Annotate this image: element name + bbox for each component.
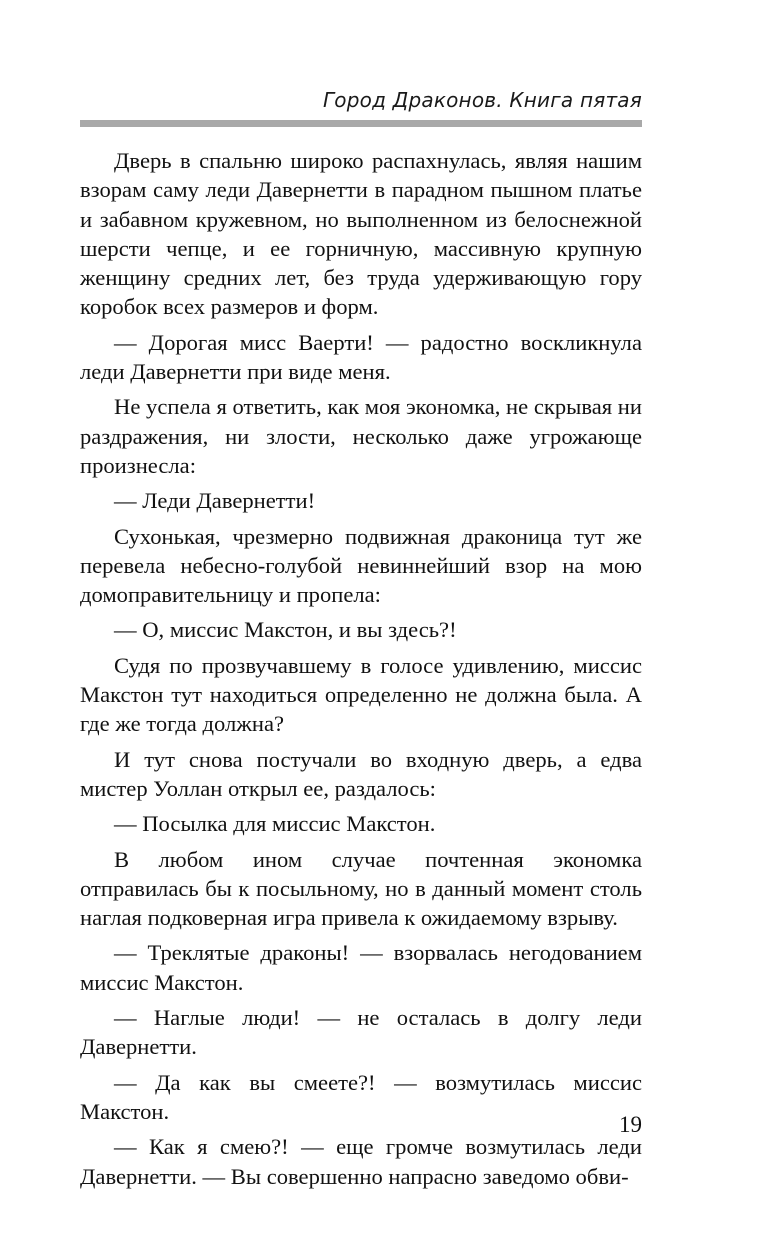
paragraph: В любом ином случае почтенная экономка отправилась бы к посыльному, но в данный момент столь наглая подковерная игра привела к ожидаемому взрыву. xyxy=(80,846,642,931)
page-number: 19 xyxy=(619,1112,642,1137)
paragraph: Сухонькая, чрезмерно подвижная драконица тут же перевела небесно-голубой невиннейший взор на мою домоправительницу и пропела: xyxy=(80,523,642,608)
paragraph: — Леди Давернетти! xyxy=(114,488,316,514)
paragraph: — Посылка для миссис Макстон. xyxy=(114,811,436,837)
running-header xyxy=(80,88,642,124)
paragraph: — Треклятые драконы! — взорвалась негодованием миссис Макстон. xyxy=(80,940,642,995)
paragraph: Судя по прозвучавшему в голосе удивлению, миссис Макстон тут находиться определенно не должна была. А где же тогда должна? xyxy=(80,652,642,737)
paragraph: — О, миссис Макстон, и вы здесь?! xyxy=(114,617,457,643)
paragraph: — Да как вы смеете?! — возмутилась миссис Макстон. xyxy=(80,1069,642,1124)
paragraph: — Дорогая мисс Ваерти! — радостно воскликнула леди Давернетти при виде меня. xyxy=(80,329,642,385)
paragraph: И тут снова постучали во входную дверь, а едва мистер Уоллан открыл ее, раздалось: xyxy=(80,746,642,801)
paragraph: Дверь в спальню широко распахнулась, являя нашим взорам саму леди Давернетти в парадном пышном платье и забавном кружевном, но выполненном из белоснежной шерсти чепце, и ее горничную, массивную крупную женщину средних лет, без труда удерживающую гору коробок всех размеров и форм. xyxy=(80,148,642,320)
paragraph: — Как я смею?! — еще громче возмутилась леди Давернетти. — Вы совершенно напрасно заведомо обви- xyxy=(80,1134,642,1189)
paragraph: Не успела я ответить, как моя экономка, не скрывая ни раздражения, ни злости, несколько даже угрожающе произнесла: xyxy=(80,394,642,478)
running-title: Город Драконов. Книга пятая xyxy=(322,88,642,112)
header-rule xyxy=(80,120,642,127)
paragraph: — Наглые люди! — не осталась в долгу леди Давернетти. xyxy=(80,1005,642,1060)
body-text xyxy=(80,146,642,1191)
